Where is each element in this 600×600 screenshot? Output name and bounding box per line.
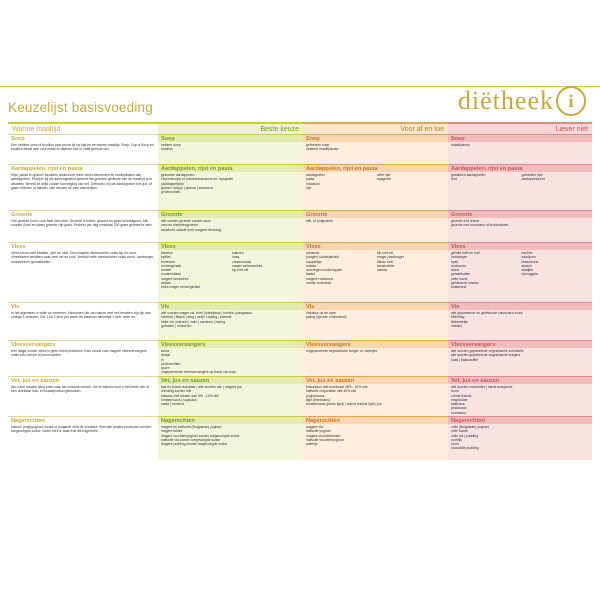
- list-item: mager varkensvlees: [232, 263, 263, 268]
- list-item: rijst: [306, 185, 312, 190]
- list-item: blinde vink: [377, 259, 394, 264]
- list-item: bouillon: [161, 147, 173, 152]
- list-item: vetarme maaltijdsoep: [306, 147, 339, 152]
- list-item: alle soorten gepaneerde vegetarische schnitzels: [451, 349, 524, 353]
- category-label: Soep: [448, 134, 592, 142]
- sometimes-list-col-a: [306, 173, 374, 208]
- list-item: knakworst: [451, 285, 467, 290]
- list-item: braadworst: [521, 259, 539, 264]
- list-item: ongepaneerde vleesvervangers op basis van soja: [161, 370, 236, 375]
- list-item: slaatjes: [521, 268, 533, 273]
- list-item: halfvolle vruchtenyoghurt: [306, 437, 344, 442]
- list-item: kipfilet: [161, 255, 171, 260]
- list-item: volle vla | pudding: [451, 433, 479, 438]
- list-item: kalkoen: [232, 251, 244, 255]
- list-item: alle soorten roomboter | harde margarine: [451, 385, 513, 389]
- best-choice-list: [158, 348, 303, 376]
- list-item: pindasaus: [451, 406, 467, 411]
- list-item: gebakken rijst: [521, 173, 543, 177]
- list-item: schelvis | tilapia | tong | tonijn | wijting | zeewolf: [161, 315, 232, 320]
- list-item: rauwkost, salade (met magere dressing): [161, 227, 222, 232]
- avoid-list: [448, 384, 592, 416]
- list-item: peulvruchten: [161, 361, 181, 366]
- list-item: dressing zonder olie: [161, 389, 192, 394]
- category-label: Vlees: [448, 242, 592, 250]
- category-label: Nagerechten: [448, 416, 592, 424]
- category-label: Aardappelen, rijst en pasta: [158, 164, 303, 172]
- category-description: Een heldere soep of bouillon past prima bij uw lijst en de warme maaltijd. Soep, Cup a Soup en bouillon bevat veel zout maak er daarom niet te vaak gebruik van.: [8, 142, 158, 164]
- category-label: Vis: [8, 302, 158, 310]
- list-item: spaghetti: [377, 177, 391, 182]
- list-item: slasaus met minder dan 5% - 10% olie: [161, 393, 219, 398]
- list-item: kipnuggets: [521, 272, 538, 277]
- list-item: magere rookworst: [306, 276, 334, 281]
- list-item: kaas | kaassouffle: [451, 357, 479, 362]
- list-item: slavink: [377, 268, 388, 273]
- list-item: extra mager rundergehakt: [161, 285, 201, 290]
- list-item: heldere soep: [161, 143, 181, 147]
- sometimes-list: [303, 384, 448, 416]
- list-item: doorregen runderlappen: [306, 268, 343, 273]
- best-choice-list: [158, 172, 303, 210]
- category-label: Nagerechten: [158, 416, 303, 424]
- list-item: gekookte aardappelen: [161, 173, 195, 177]
- category-label: Vleesvervangers: [303, 340, 448, 348]
- list-item: tahoe: [161, 349, 170, 353]
- column-header-liever-niet: Liever niet: [448, 122, 592, 134]
- category-label: Aardappelen, rijst en pasta: [448, 164, 592, 172]
- list-item: ei: [161, 357, 164, 362]
- avoid-list: [448, 142, 592, 164]
- list-item: halfvolle vla zonder toegevoegde suiker: [161, 437, 221, 442]
- list-item: rundergehakt: [161, 263, 181, 268]
- category-label: Vleesvervangers: [158, 340, 303, 348]
- list-item: magere pudding zonder toegevoegde suiker: [161, 442, 228, 447]
- category-label: Vet, jus en sauzen: [158, 376, 303, 384]
- category-description: Een dagje zonder vlees is geen enkel probleem. Kies vooral voor magere vleesvervangers zoals tofu, tempé of peulvruchten.: [8, 348, 158, 376]
- avoid-list: [448, 172, 592, 210]
- list-item: magere lamsvlees: [161, 276, 189, 281]
- list-item: sucadelap: [306, 259, 322, 264]
- list-item: gefrituurde snacks: [451, 281, 479, 286]
- list-item: light (fritessaus): [306, 397, 330, 402]
- list-item: maaltijdsoep: [451, 143, 471, 147]
- list-item: fazant: [306, 272, 316, 277]
- list-item: garnalen | mosselen: [161, 323, 192, 328]
- list-item: gehaktballen: [451, 272, 471, 277]
- sometimes-list-col-b: [377, 173, 445, 208]
- category-label: Vis: [303, 302, 448, 310]
- category-label: Vis: [448, 302, 592, 310]
- category-label: Groente: [8, 210, 158, 218]
- sometimes-list: [303, 310, 448, 340]
- list-item: saucijzen: [521, 255, 536, 260]
- list-item: crème fraiche: [451, 393, 472, 398]
- avoid-list: [448, 424, 592, 460]
- category-label: Aardappelen, rijst en pasta: [303, 164, 448, 172]
- list-item: visstick: [451, 323, 462, 328]
- list-item: groente à la crème: [451, 219, 480, 223]
- list-item: runder rookvlees: [306, 281, 332, 286]
- list-item: gebakken aardappelen: [451, 173, 486, 177]
- list-item: kip met vel: [232, 268, 249, 273]
- list-item: paling (rijk aan cholesterol): [306, 315, 347, 320]
- best-choice-list: [158, 218, 303, 242]
- list-item: alle soorten mager vis: forel | kabeljauw | koolvis | pangasius: [161, 311, 252, 315]
- category-label: Vet, jus en sauzen: [448, 376, 592, 384]
- list-item: satésaus: [451, 402, 465, 407]
- column-header-warme-maaltijd: Warme maaltijd: [8, 122, 158, 134]
- best-choice-list-col-b: [232, 251, 300, 300]
- category-label: Groente: [158, 210, 303, 218]
- column-header-beste-keuze: Beste keuze: [158, 122, 303, 134]
- list-item: alle soorten groente zonder saus: [161, 219, 211, 223]
- category-label: Nagerechten: [303, 416, 448, 424]
- list-item: varkenshaas: [232, 259, 252, 264]
- avoid-list: [448, 250, 592, 302]
- category-label: Aardappelen, rijst en pasta: [8, 164, 158, 172]
- avoid-list: [448, 310, 592, 340]
- category-label: Vlees: [303, 242, 448, 250]
- best-choice-list: [158, 250, 303, 302]
- list-item: roomsaus: [451, 410, 466, 415]
- category-description: Natuurl (soja)yoghurt, kwark of biogarde helft de voorkeur. Kies alle andere producten zonder toegevoegde suiker. Neem niet te vaak fruit als nagerecht.: [8, 424, 158, 460]
- list-item: macaroni: [306, 181, 320, 186]
- avoid-list-col-a: [451, 173, 519, 208]
- column-header-voor-af-en-toe: Voor af en toe: [303, 122, 448, 134]
- category-label: Vleesvervangers: [448, 340, 592, 348]
- list-item: kip met vel: [377, 251, 394, 255]
- list-item: rookworst: [451, 263, 466, 268]
- list-item: chocolate pudding: [451, 446, 479, 451]
- list-item: gebonden soep: [306, 143, 330, 147]
- list-item: peulvruchten: [161, 190, 181, 195]
- best-choice-list: [158, 142, 303, 164]
- sometimes-list: [303, 218, 448, 242]
- list-item: biefstuk: [161, 251, 173, 255]
- list-item: worst: [451, 268, 460, 273]
- sometimes-list-col-b: [377, 251, 445, 300]
- list-item: magere vruchtenkwark: [306, 433, 341, 438]
- list-item: lamskotelet: [377, 263, 395, 268]
- list-item: tomatensaus | sojasaus: [161, 397, 197, 402]
- category-description: In het algemeen is witte vis vetarmer. Vissoorten die van nature veel vet bevatten zijn rijk aan omega-3 vetzuren. Eet 1 tot 2 keer per week vis waarvan minimaal 1 keer vette vis.: [8, 310, 158, 340]
- list-item: ongepaneerde vegetarische burger of -balletjes: [306, 349, 378, 353]
- sometimes-list: [303, 348, 448, 376]
- list-item: vette vis: makreel | zalm | sardines | haring: [161, 319, 226, 324]
- dietheek-logo: [458, 86, 586, 116]
- list-item: slavink: [521, 263, 532, 268]
- list-item: magere vruchtenyoghurt zonder toegevoegde suiker: [161, 433, 240, 438]
- avoid-list-col-b: [522, 173, 590, 208]
- list-item: bak en braad vloeibaar | alle soorten olie | magere jus: [161, 385, 242, 389]
- category-description: Van groente kunt u ook heel veel eten. Groente is lekker, gezond en goed verzadigend. Alle soorten (kant en klaar) groente zijn goed. Probeer per dag minimaal 200 gram groente te eten.: [8, 218, 158, 242]
- list-item: quorn: [161, 366, 170, 371]
- list-item: groente met roomsaus of kruidenboter: [451, 223, 509, 228]
- logo-text: diëtheek: [457, 86, 554, 115]
- list-item: spek: [451, 259, 459, 264]
- list-item: entrecote: [161, 259, 176, 264]
- category-label: Soep: [158, 134, 303, 142]
- list-item: pasta: [306, 177, 315, 182]
- list-item: runderrollade: [161, 272, 181, 277]
- list-item: frituursaus met maximaal 35% - 40% olie: [306, 385, 368, 389]
- sometimes-list: [303, 172, 448, 210]
- list-item: aardappelpuree: [521, 177, 546, 182]
- list-item: alle gepaneerde en gefrituurde vissoorten zoals: [451, 311, 523, 315]
- list-item: waterijs: [306, 442, 318, 447]
- list-item: mager hamburger: [377, 255, 404, 260]
- list-item: haas: [232, 255, 240, 260]
- best-choice-list: [158, 384, 303, 416]
- category-label: Vlees: [8, 242, 158, 250]
- list-item: kibbeling: [451, 315, 465, 320]
- list-item: vissticks uit de oven: [306, 311, 337, 315]
- list-item: rollade: [306, 263, 317, 268]
- list-item: salsa | mosterd: [161, 402, 184, 407]
- category-label: Vet, jus en sauzen: [8, 376, 158, 384]
- category-label: Nagerechten: [8, 416, 158, 424]
- category-description: Als u een sauzen kiest zoek naar het vetarme variant. Om te bakken kunt u het beste olie of een vloeibaar bak- en braadproduct gebruiken.: [8, 384, 158, 416]
- best-choice-list-col-a: [161, 251, 229, 300]
- info-icon: i: [556, 86, 586, 116]
- category-label: Vet, jus en sauzen: [303, 376, 448, 384]
- list-item: alle soorten gepaneerde vegetarische burgers: [451, 353, 521, 358]
- best-choice-list: [158, 424, 303, 460]
- category-description: Vlees bevat veel eiwitten, ijzer en zink. Kies magere vleessoorten zoals kip en rund. Vleeswaren bevatten vaak veel vet en zout. Vermijd vette vleessoorten zoals worst, hamburger, rookvlees en gehaktballen.: [8, 250, 158, 302]
- avoid-list-col-b: [522, 251, 590, 300]
- category-label: Vleesvervangers: [8, 340, 158, 348]
- list-item: magere kwark: [161, 429, 183, 434]
- sometimes-list: [303, 250, 448, 302]
- list-item: friet: [451, 177, 457, 182]
- list-item: room: [451, 389, 459, 394]
- list-item: blik- of potgroente: [306, 219, 334, 223]
- list-item: volle kwark: [451, 429, 468, 434]
- list-item: mayonaise: [451, 397, 468, 402]
- category-label: Soep: [8, 134, 158, 142]
- list-item: gehakt half om half: [451, 251, 480, 255]
- food-table: [8, 122, 592, 460]
- list-item: roomijs: [451, 437, 462, 442]
- category-label: Vis: [158, 302, 303, 310]
- list-item: halfvolle mayonaise met 40% olie: [306, 389, 357, 394]
- list-item: rosbief: [161, 268, 172, 273]
- list-item: witte rijst: [377, 173, 391, 177]
- list-item: hachee: [521, 251, 533, 255]
- best-choice-list: [158, 310, 303, 340]
- list-item: lekkerbekje: [451, 319, 469, 324]
- list-item: magere vla: [306, 425, 323, 429]
- list-item: shoarma: [306, 251, 320, 255]
- list-item: volle (Bulgaarse) yoghurt: [451, 425, 489, 429]
- category-description: Rijst, pasta en granen bevatten andersoort meer vezel-elementen en koolhydraten dan aardappelen. Probeer bij elk aamengesteld gerecht het gronden gedeelte van de maaltijd af te wisselen. Bereid ze altijd zonder toevoeging van vet. Gebruikt u bij de aardappelen een jus, of gaat u frituren of bakken, dan worden ze veel calorierijker.: [8, 172, 158, 210]
- avoid-list-col-a: [451, 251, 519, 300]
- list-item: (aardappel)rijst: [161, 181, 184, 186]
- list-item: vers en diepvriesgroente: [161, 223, 199, 228]
- sometimes-list: [303, 142, 448, 164]
- avoid-list: [448, 348, 592, 376]
- list-item: zilvervliesrijst of volkorenmacaroni en -spaghetti: [161, 177, 233, 182]
- list-item: room: [451, 442, 459, 447]
- list-item: halfvolle yoghurt: [306, 429, 331, 434]
- avoid-list: [448, 218, 592, 242]
- list-item: magere en halfvolle (Bulgaarse) yoghurt: [161, 425, 222, 429]
- list-item: tempé: [161, 353, 171, 358]
- sometimes-list: [303, 424, 448, 460]
- category-label: Soep: [303, 134, 448, 142]
- sometimes-list-col-a: [306, 251, 374, 300]
- list-item: hamburger: [451, 255, 468, 260]
- page-title: Keuzelijst basisvoeding: [8, 100, 153, 115]
- list-item: vette worst: [451, 276, 468, 281]
- list-item: aardappelen: [306, 173, 325, 177]
- list-item: (mager) rundergehakt: [306, 255, 339, 260]
- list-item: granen: bulgur | quinoa | couscous: [161, 185, 213, 190]
- list-item: tartaar: [161, 281, 171, 286]
- category-label: Vlees: [158, 242, 303, 250]
- list-item: yoghurtsaus: [306, 393, 325, 398]
- list-item: tomatensaus (pesto light) | crème fraiche light | jus: [306, 402, 382, 407]
- category-label: Groente: [448, 210, 592, 218]
- category-label: Groente: [303, 210, 448, 218]
